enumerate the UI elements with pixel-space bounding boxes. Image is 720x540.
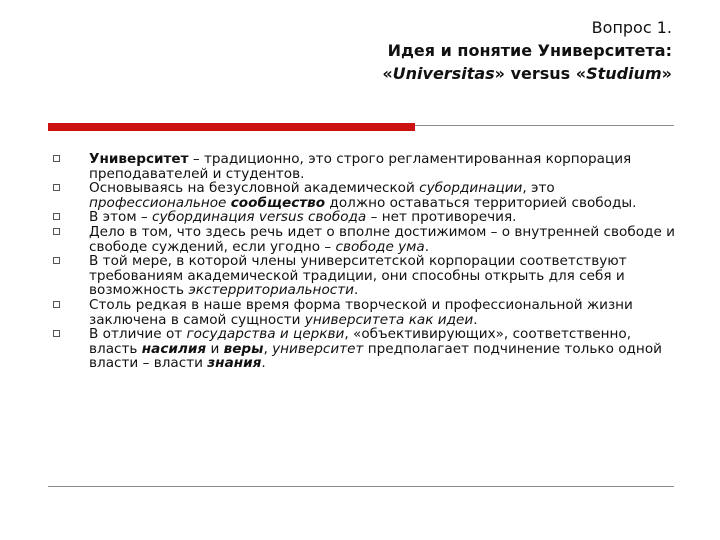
bullet-text: – традиционно, это строго регламентированная корпорация преподавателей и студентов. [89,151,632,182]
square-bullet-icon [53,184,60,191]
bullet-text: – нет противоречия. [366,209,517,226]
bold-italic-text: сообщество [230,194,326,211]
bullet-text: , «объективирующих», соответственно, власть [89,326,632,357]
italic-text: профессиональное [89,194,231,211]
bullet-text: , это [522,180,555,197]
slide-title [382,16,672,85]
bullet-item [50,254,678,298]
bullet-text: Основываясь на безусловной академической [89,180,420,197]
bullet-text: и [206,340,224,357]
quote-close: » [661,64,672,83]
bullet-text: . [473,311,478,328]
italic-text: университета как идеи [304,311,474,328]
square-bullet-icon [53,257,60,264]
square-bullet-icon [53,301,60,308]
square-bullet-icon [53,213,60,220]
italic-text: университет [272,340,364,357]
bullet-text: В отличие от [89,326,187,343]
question-number: Вопрос 1. [591,18,672,37]
bullet-text: . [424,238,430,255]
bullet-item [50,210,678,225]
square-bullet-icon [53,228,60,235]
bullet-list [50,152,678,371]
italic-text: экстерриториальности [188,282,354,299]
quote-open: « [382,64,393,83]
universitas-term: Universitas [392,64,495,83]
title-line: Идея и понятие Университета: [387,41,672,60]
bullet-text: предполагает подчинение только одной власти – власти [89,340,662,372]
bullet-text: В этом – [89,209,153,226]
bullet-item [50,327,678,371]
bullet-text: . [261,355,266,372]
square-bullet-icon [53,330,60,337]
bullet-item [50,181,678,210]
bullet-text: , [263,340,273,357]
bullet-text: Столь редкая в наше время форма творческой и профессиональной жизни заключена в самой сущности [89,296,633,328]
italic-text: свободе ума [335,238,425,255]
bullet-item [50,152,678,181]
bold-italic-text: насилия [141,340,207,357]
square-bullet-icon [53,155,60,162]
versus-text: » versus « [494,64,587,83]
bullet-item [50,298,678,327]
subtitle-line [382,62,672,85]
bold-italic-text: знания [207,355,262,372]
bullet-item [50,225,678,254]
bullet-text: В той мере, в которой члены университетской корпорации соответствуют требованиям академической традиции, они способны открыть для себя и возможность [89,253,627,299]
italic-text: государства и церкви [186,326,345,343]
studium-term: Studium [586,64,662,83]
bullet-text: . [354,282,359,299]
italic-text: субординация versus свобода [152,209,367,226]
bullet-text: Дело в том, что здесь речь идет о вполне достижимом – о внутренней свободе и свободе суждений, если угодно – [89,223,675,255]
term-university: Университет [89,151,189,167]
bold-italic-text: веры [223,340,264,357]
italic-text: субординации [419,180,523,197]
bottom-divider [48,486,674,487]
bullet-text: должно оставаться территорией свободы. [325,194,637,211]
accent-bar [48,123,415,131]
